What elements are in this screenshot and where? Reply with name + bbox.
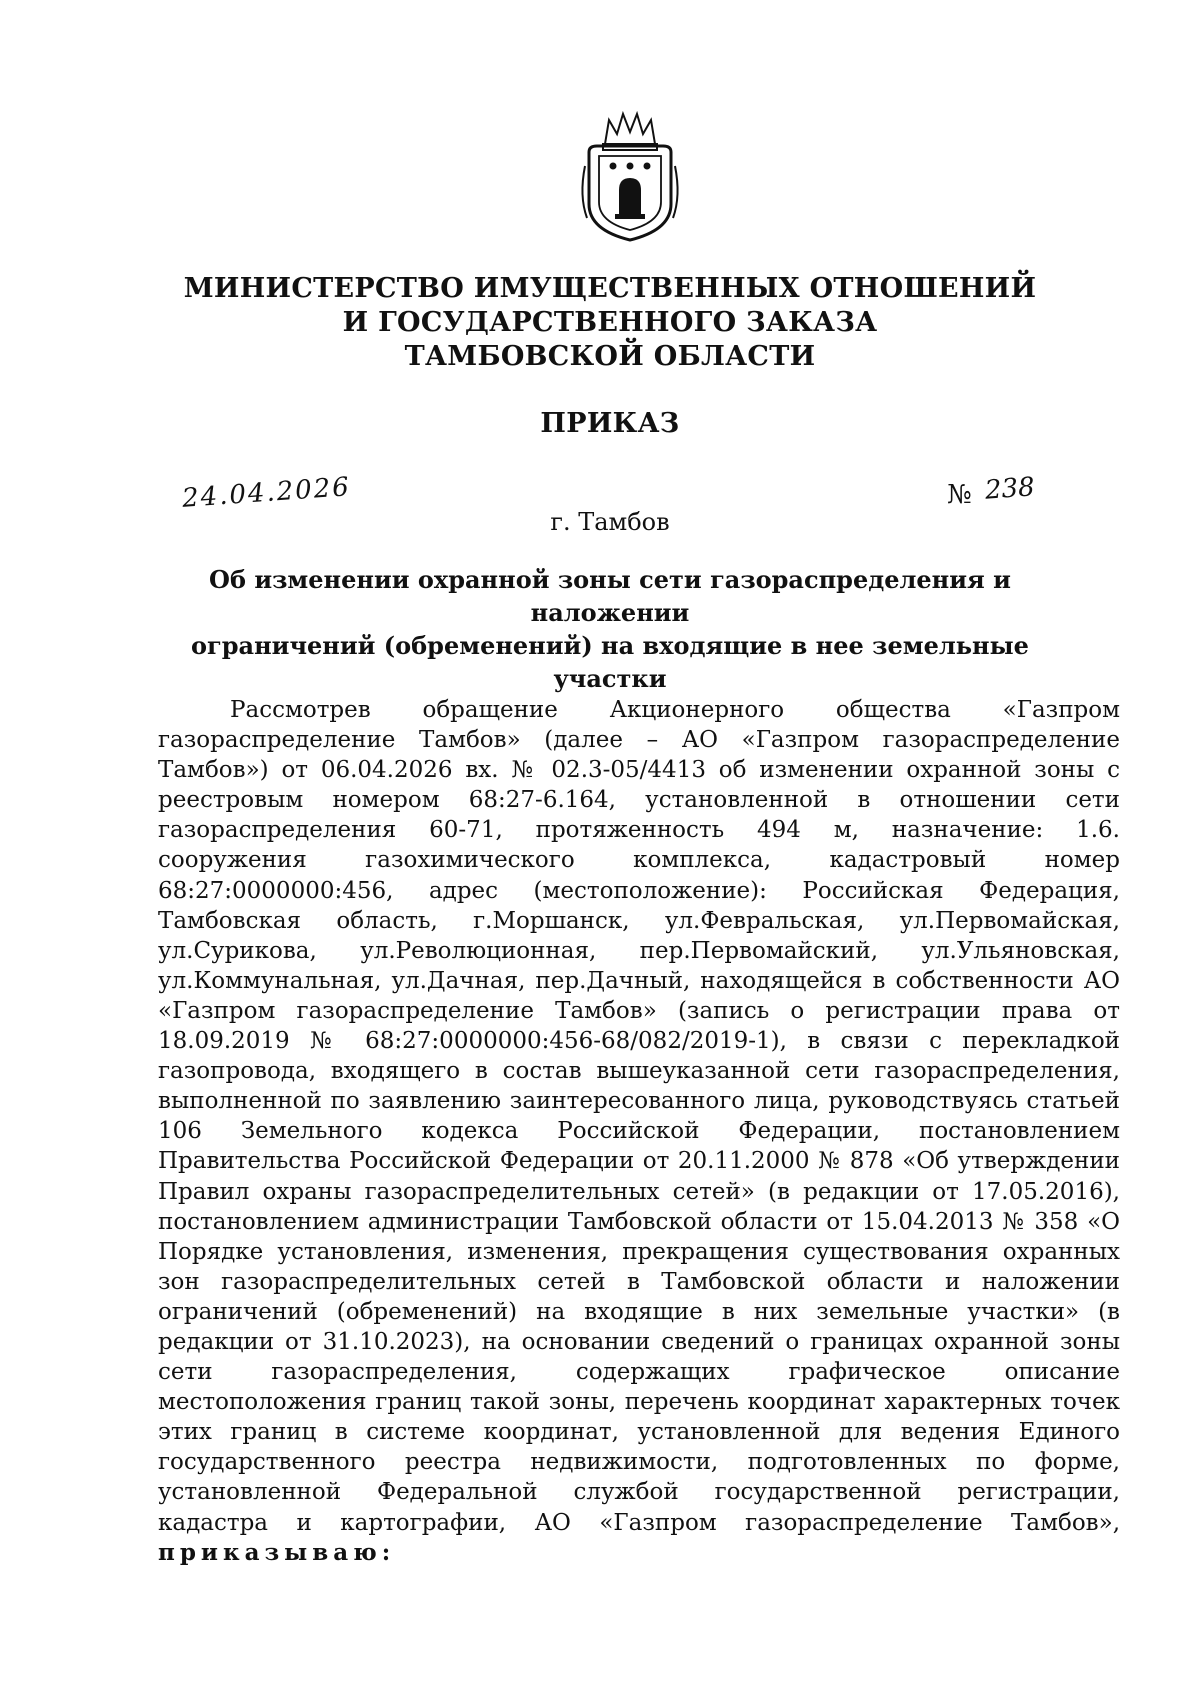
ministry-title-line-2: И ГОСУДАРСТВЕННОГО ЗАКАЗА: [342, 307, 878, 338]
document-subject: [140, 563, 1080, 695]
subject-line-2: ограничений (обременений) на входящие в нее земельные участки: [191, 631, 1029, 693]
number-label: №: [947, 480, 972, 510]
handwritten-date: 24.04.2026: [181, 472, 352, 514]
coat-of-arms-icon: [575, 106, 685, 246]
ministry-title: [160, 272, 1060, 374]
city-name: г. Тамбов: [550, 508, 670, 536]
ministry-title-line-1: МИНИСТЕРСТВО ИМУЩЕСТВЕННЫХ ОТНОШЕНИЙ: [183, 273, 1037, 304]
order-word: приказываю:: [158, 1538, 396, 1566]
body-text: Рассмотрев обращение Акционерного общества «Газпром газораспределение Тамбов» (далее – АО «Газпром газораспределение Тамбов») от 06.04.2026 вх. № 02.3-05/4413 об изменении охранной зоны с реестровым номером 68:27-6.164, установленной в отношении сети газораспределения 60-71, протяженность 494 м, назначение: 1.6. сооружения газохимического комплекса, кадастровый номер 68:27:0000000:456, адрес (местоположение): Российская Федерация, Тамбовская область, г.Моршанск, ул.Февральская, ул.Первомайская, ул.Сурикова, ул.Революционная, пер.Первомайский, ул.Ульяновская, ул.Коммунальная, ул.Дачная, пер.Дачный, находящейся в собственности АО «Газпром газораспределение Тамбов» (запись о регистрации права от 18.09.2019 № 68:27:0000000:456-68/082/2019-1), в связи с перекладкой газопровода, входящего в состав вышеуказанной сети газораспределения, выполненной по заявлению заинтересованного лица, руководствуясь статьей 106 Земельного кодекса Российской Федерации, постановлением Правительства Российской Федерации от 20.11.2000 № 878 «Об утверждении Правил охраны газораспределительных сетей» (в редакции от 17.05.2016), постановлением администрации Тамбовской области от 15.04.2013 № 358 «О Порядке установления, изменения, прекращения существования охранных зон газораспределительных сетей в Тамбовской области и наложении ограничений (обременений) на входящие в них земельные участки» (в редакции от 31.10.2023), на основании сведений о границах охранной зоны сети газораспределения, содержащих графическое описание местоположения границ такой зоны, перечень координат характерных точек этих границ в системе координат, установленной для ведения Единого государственного реестра недвижимости, подготовленных по форме, установленной Федеральной службой государственной регистрации, кадастра и картографии, АО «Газпром газораспределение Тамбов»,: [158, 697, 1120, 1536]
handwritten-number: 238: [984, 472, 1036, 506]
document-type: ПРИКАЗ: [540, 408, 680, 439]
body-paragraph: [158, 695, 1120, 1568]
ministry-title-line-3: ТАМБОВСКОЙ ОБЛАСТИ: [404, 341, 816, 372]
subject-line-1: Об изменении охранной зоны сети газораспределения и наложении: [209, 565, 1011, 627]
